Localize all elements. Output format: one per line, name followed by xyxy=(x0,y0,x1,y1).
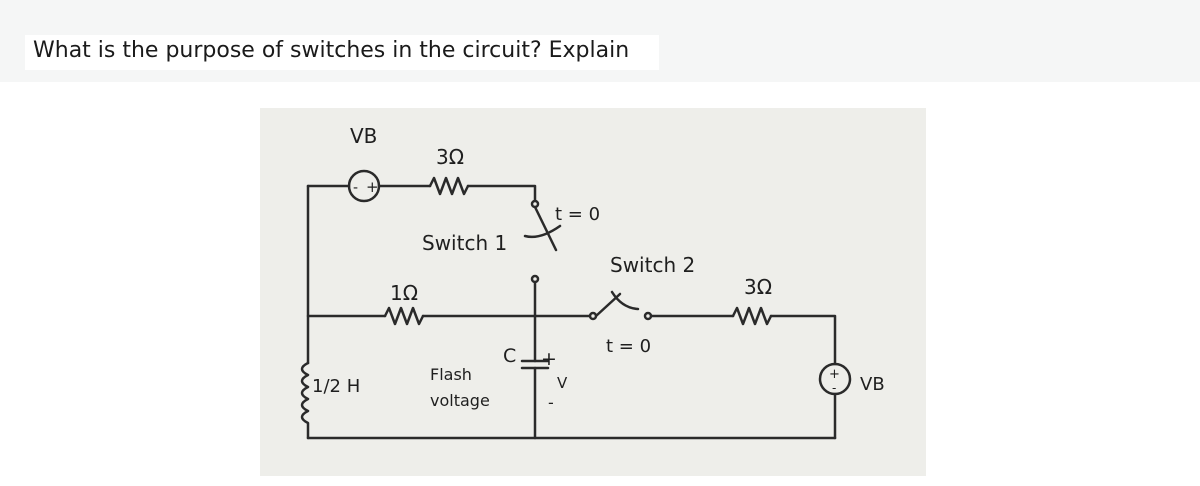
circuit-diagram xyxy=(260,108,926,476)
source-right-plus: + xyxy=(829,367,840,382)
capacitor-v-label: V xyxy=(557,374,568,392)
flash-voltage-line2: voltage xyxy=(430,391,490,410)
resistor-top-label: 3Ω xyxy=(436,145,465,169)
resistor-right-label: 3Ω xyxy=(744,275,773,299)
circuit-figure xyxy=(260,108,926,476)
switch2-arrow xyxy=(612,292,638,309)
switch1-blade xyxy=(535,207,556,250)
resistor-top xyxy=(430,178,468,194)
source-left-plus: + xyxy=(366,178,379,196)
capacitor-minus: - xyxy=(548,393,554,412)
source-left-label: VB xyxy=(350,124,378,148)
inductor-label: 1/2 H xyxy=(312,376,361,397)
inductor xyxy=(302,363,308,438)
source-right-minus: - xyxy=(832,381,837,395)
switch2-time-label: t = 0 xyxy=(606,336,652,357)
switch2-label: Switch 2 xyxy=(610,253,696,277)
right-wire-b xyxy=(771,316,835,364)
switch1-arrow xyxy=(525,226,560,237)
source-left-minus: - xyxy=(353,180,359,196)
switch1-label: Switch 1 xyxy=(422,231,508,255)
capacitor-plus: + xyxy=(541,348,557,370)
switch1-time-label: t = 0 xyxy=(555,204,601,225)
question-text: What is the purpose of switches in the circuit? Explain xyxy=(33,38,630,63)
source-right-label: VB xyxy=(860,374,885,395)
flash-voltage-line1: Flash xyxy=(430,365,472,384)
capacitor-label: C xyxy=(503,345,517,367)
resistor-mid xyxy=(385,308,423,324)
top-wire-b xyxy=(468,186,535,200)
resistor-right xyxy=(733,308,771,324)
resistor-mid-label: 1Ω xyxy=(390,281,419,305)
